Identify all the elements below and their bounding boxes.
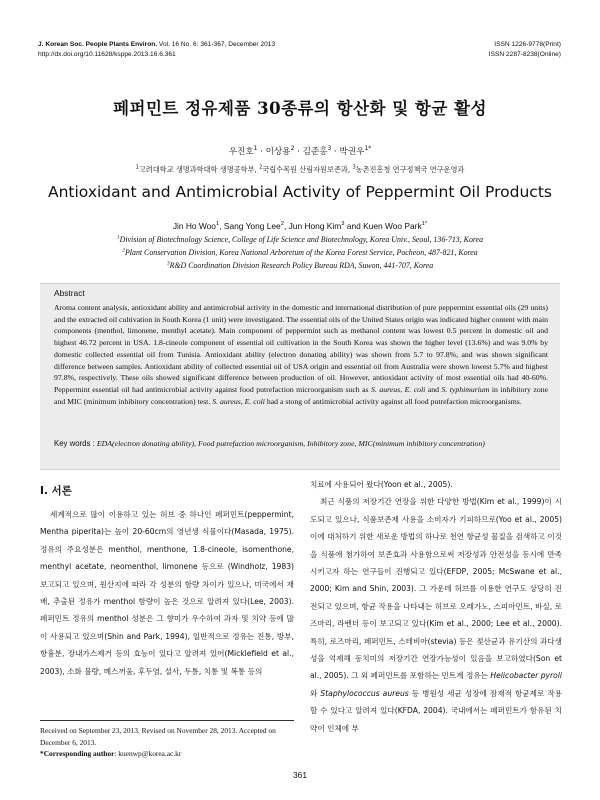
author-affil-mark: 1* [364, 145, 372, 153]
author-name: Jin Ho Woo [172, 221, 216, 231]
received-dates: Received on September 23, 2013. Revised on November 28, 2013. Accepted on December 6, 2013. [40, 726, 276, 747]
author-name: and Kuen Woo Park [344, 221, 422, 231]
affil-number: 1 [116, 234, 120, 241]
body-paragraph: 치료에 사용되어 왔다(Yoon et al., 2005). [310, 480, 453, 489]
body-column-right [310, 476, 562, 737]
affil-number: 2 [122, 247, 125, 254]
affil-text: 농촌진흥청 연구정책국 연구운영과 [355, 165, 465, 174]
body-column-left [40, 506, 294, 680]
body-run: 등 병원성 세균 성장에 잠재적 항균제로 작용할 수 있다고 알려져 있다(KFDA, 2004). 국내에서는 페퍼민트가 함유된 치약이 인체에 부 [310, 688, 563, 733]
affil-number: 2 [259, 164, 263, 171]
affil-text: Division of Biotechnology Science, College of Life Science and Biotechnology, Korea Univ., Seoul, 136-713, Korea [119, 235, 484, 244]
authors-korean [0, 145, 600, 157]
keywords [54, 438, 548, 449]
author-name: 김준홍 [302, 147, 328, 157]
author-affil-mark: 3 [327, 145, 332, 153]
author-affil-mark: 3 [341, 221, 345, 228]
species-name: Helicobacter pyroli [490, 671, 562, 681]
body-paragraph: 세계적으로 많이 이용하고 있는 허브 중 하나인 페퍼민트(peppermint, Mentha piperita)는 높이 20-60cm의 영년생 식물이다(Masada, 1975). 정유의 주요성분은 menthol, menthone, 1.8-cineole, isomenthone, menthyl acetate, neomenthol, limonene 등으로 (Windholz, 1983) 보고되고 있으며, 원산지에 따라 각 성분의 함량 차이가 있으나, 미국에서 재배, 추출된 정유가 menthol 함량이 높은 것으로 알려져 있다(Lee, 2003). 페퍼민트 정유의 menthol 성분은 그 향미가 우수하여 과자 및 치약 등에 많이 사용되고 있으며(Shin and Park, 1994), 일반적으로 정유는 진통, 방부, 항흉분, 장내가스제거 등의 효능이 있다고 알려져 있어(Micklefield et al., 2003), 소화 불량, 메스꺼움, 후두염, 설사, 두통, 치통 및 복통 등의 [40, 510, 294, 676]
journal-name: J. Korean Soc. People Plants Environ. [38, 41, 158, 48]
affiliations-korean [0, 165, 600, 175]
author-separator: · [294, 147, 303, 157]
affil-text: R&D Coordination Division Research Policy Bureau RDA, Suwon, 441-707, Korea [169, 260, 434, 270]
author-name: , Jun Hong Kim [283, 221, 342, 231]
species-name: E. coli [244, 396, 265, 406]
issn-print: ISSN 1226-9778(Print) [494, 41, 561, 48]
body-run: 와 [310, 688, 321, 698]
affiliations-english [0, 234, 600, 272]
abstract-run: and [425, 384, 442, 394]
species-name: Staphylococcus aureus [320, 688, 409, 698]
author-separator: · [257, 147, 266, 157]
affil-text: Plant Conservation Division, Korea National Arboretum of the Korea Forest Service, Pocheon, 487-821, Korea [124, 247, 478, 257]
author-affil-mark: 1* [421, 221, 428, 228]
author-name: 박권우 [339, 147, 365, 157]
abstract-text [54, 302, 548, 407]
footnote-divider [40, 720, 294, 721]
affil-number: 3 [352, 164, 356, 171]
abstract-run: , [240, 396, 245, 406]
species-name: E. coli [404, 384, 426, 394]
title-english: Antioxidant and Antimicrobial Activity of Peppermint Oil Products [48, 183, 552, 201]
abstract-run: , [400, 384, 405, 394]
journal-header [38, 40, 275, 60]
issn-block [489, 40, 561, 60]
volume-info: Vol. 16 No. 6: 361-367, December 2013 [157, 41, 276, 48]
corresponding-author [40, 748, 300, 760]
abstract-run: had a stong of antimicrobial activity against all food putrefaction microorganisms. [264, 396, 522, 406]
affil-text: 고려대학교 생명과학대학 생명공학부, [138, 165, 260, 174]
abstract-run: in inhibitory zone and MIC (minimum inhibitory concentration) test. [54, 384, 549, 406]
doi-link[interactable]: http://dx.doi.org/10.11628/ksppe.2013.16.6.361 [38, 51, 176, 58]
corresponding-label: *Corresponding author [40, 749, 115, 759]
affil-text: 국립수목원 산림자원보존과, [262, 165, 353, 174]
corresponding-email[interactable]: : kuenwp@korea.ac.kr [114, 749, 182, 759]
author-name: , Sang Yong Lee [219, 221, 281, 231]
page-number: 361 [293, 770, 307, 780]
abstract-run: Aroma content analysis, antioxidant ability and antimicrobial activity in the domestic and international distribution of pure peppermint essential oils (29 units) and the extracted oil cultivation in South Korea (1 unit) were investigated. The essential oils of the United States origin was indicated higher content with main components (menthol, limonene, menthyl acetate). Main component of peppermint such as methanol content was lowest 0.5 percent in domestic oil and highest 46.72 percent in USA. 1.8-cineole component of essential oil cultivation in the South Korea was shown the higher level (13.6%) and was 9.0% by domestic collected essential oil from Tunisia. Antioxidant ability (electron donating ability) was shown from 5.7 to 97.8%, and was shown significant difference between samples. Antioxidant ability of collected essential oil of USA origin and essential oil from Australia were shown lowest 5.7% and highest 97.8%, respectively. These oils showed significant difference between production of oil. However, antioxidant activity of most essential oils had 40-60%. Peppermint essential oil had antimicrobial activity against food putrefaction microorganism such as [54, 303, 548, 394]
species-name: S. aureus [371, 384, 401, 394]
author-name: 이상용 [265, 147, 291, 157]
author-affil-mark: 1 [215, 221, 220, 228]
affiliation-line [0, 260, 600, 273]
species-name: S. aureus [212, 396, 241, 406]
author-affil-mark: 1 [253, 145, 258, 153]
body-run: 최근 식품의 저장기간 연장을 위한 다양한 방법(Kim et al., 1999)이 시도되고 있으나, 식품보존제 사용을 소비자가 기피하므로(Yoo et al., 2005) 이에 대처하기 위한 새로운 방법의 하나로 천연 항균성 물질을 검색하고 이것을 식품에 첨가하여 보존효과 사용함으로써 저장성과 안전성을 동시에 만족시키고자 하는 연구들이 진행되고 있다(EFDP, 2005; McSwane et al., 2000; Kim and Shin, 2003). 그 가운데 허브를 이용한 연구도 상당히 진전되고 있으며, 항균 작용을 나타내는 허브로 오레가노, 스피아민트, 바실, 로즈마리, 라벤더 등이 보고되고 있다(Kim et al., 2000; Lee et al., 2000). 특히, 로즈마리, 페퍼민트, 스테비아(stevia) 등은 젖산균과 유기산의 과다생성을 억제해 동치미의 저장기간 연장가능성이 있음을 보고하였다(Son et al., 2005). 그 외 페퍼민트를 포함하는 민트계 정유는 [310, 497, 562, 681]
abstract-heading: Abstract [54, 288, 85, 298]
section-heading-introduction: Ⅰ. 서론 [40, 485, 72, 497]
keywords-label: Key words : [54, 439, 97, 448]
authors-english [0, 221, 600, 231]
author-affil-mark: 2 [280, 221, 284, 228]
affiliation-line [0, 247, 600, 260]
issn-online: ISSN 2287-8238(Online) [488, 51, 561, 58]
author-separator: · [331, 147, 340, 157]
author-name: 우진호 [228, 147, 254, 157]
affil-number: 3 [166, 259, 170, 266]
footnotes [40, 725, 300, 760]
affiliation-line [0, 234, 600, 247]
title-korean: 페퍼민트 정유제품 30종류의 항산화 및 항균 활성 [113, 99, 487, 118]
affil-number: 1 [135, 164, 139, 171]
author-affil-mark: 2 [290, 145, 295, 153]
keywords-text: EDA(electron donating ability), Food putrefaction microorganism, Inhibitory zone, MIC(minimum inhibitory concentration) [96, 439, 485, 448]
species-name: S. typhimurium [441, 384, 490, 394]
body-paragraph [310, 493, 562, 737]
